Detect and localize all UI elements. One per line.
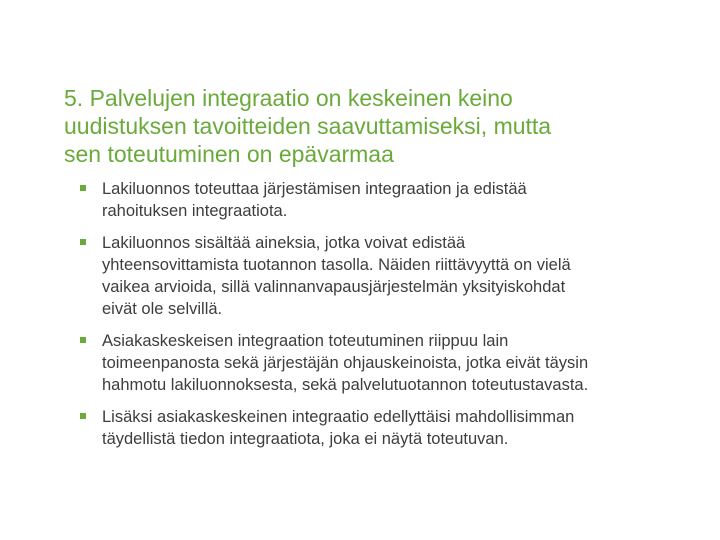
bullet-text-line: täydellistä tiedon integraatiota, joka ei näytä toteutuvan. xyxy=(102,430,509,448)
bullet-item xyxy=(80,330,680,396)
bullet-text-line: Lisäksi asiakaskeskeinen integraatio edellyttäisi mahdollisimman xyxy=(102,408,575,426)
slide-title xyxy=(64,84,684,168)
bullet-list xyxy=(80,178,680,460)
bullet-text-line: rahoituksen integraatiota. xyxy=(102,202,288,220)
bullet-item xyxy=(80,232,680,320)
bullet-item xyxy=(80,178,680,222)
square-bullet-icon xyxy=(80,413,86,419)
bullet-text-line: Lakiluonnos sisältää aineksia, jotka voivat edistää xyxy=(102,234,466,252)
title-line: sen toteutuminen on epävarmaa xyxy=(64,141,394,167)
square-bullet-icon xyxy=(80,185,86,191)
bullet-text-line: eivät ole selvillä. xyxy=(102,300,223,318)
bullet-text-line: vaikea arvioida, sillä valinnanvapausjärjestelmän yksityiskohdat xyxy=(102,278,566,296)
square-bullet-icon xyxy=(80,337,86,343)
bullet-text-line: hahmotu lakiluonnoksesta, sekä palvelutuotannon toteutustavasta. xyxy=(102,376,589,394)
square-bullet-icon xyxy=(80,239,86,245)
title-line: uudistuksen tavoitteiden saavuttamiseksi, mutta xyxy=(64,113,552,139)
bullet-text-line: toimeenpanosta sekä järjestäjän ohjauskeinoista, jotka eivät täysin xyxy=(102,354,589,372)
bullet-text-line: Asiakaskeskeisen integraation toteutuminen riippuu lain xyxy=(102,332,509,350)
bullet-text-line: yhteensovittamista tuotannon tasolla. Näiden riittävyyttä on vielä xyxy=(102,256,571,274)
bullet-text-line: Lakiluonnos toteuttaa järjestämisen integraation ja edistää xyxy=(102,180,527,198)
bullet-item xyxy=(80,406,680,450)
title-line: 5. Palvelujen integraatio on keskeinen keino xyxy=(64,85,513,111)
